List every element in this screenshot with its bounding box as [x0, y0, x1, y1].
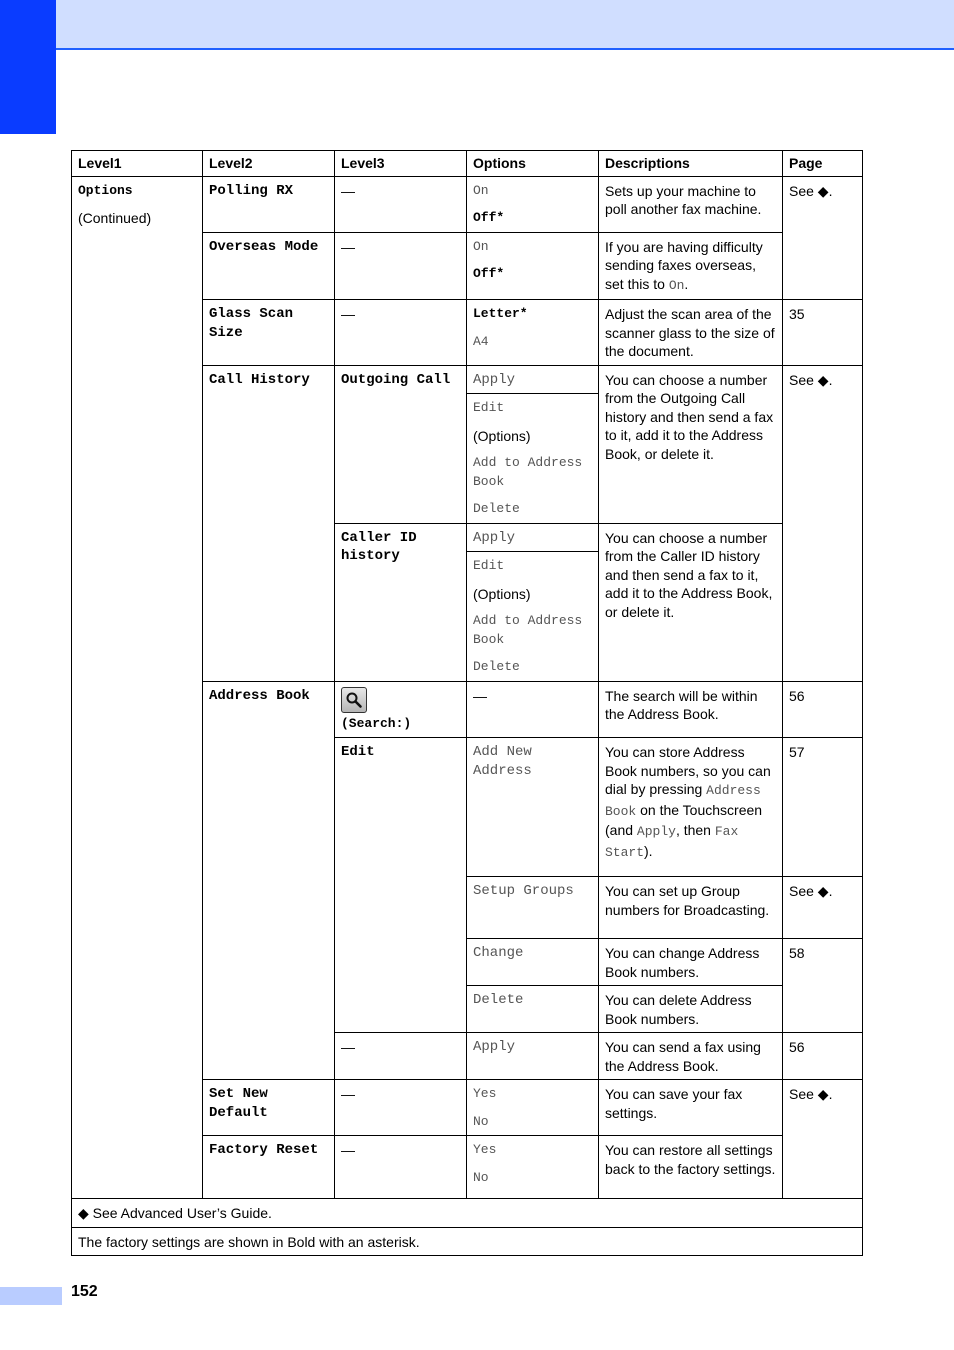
level2-call-history: Call History [203, 365, 335, 681]
option-delete: Delete [473, 659, 520, 674]
col-options: Options [467, 151, 599, 177]
desc-change: You can change Address Book numbers. [599, 939, 783, 986]
page-change: 58 [783, 939, 863, 1033]
search-label: (Search:) [341, 715, 412, 731]
options-set-default [467, 1080, 599, 1136]
option-setup-groups: Setup Groups [467, 877, 599, 939]
level3-outgoing: Outgoing Call [335, 365, 467, 523]
page-glass: 35 [783, 300, 863, 366]
level2-polling: Polling RX [203, 176, 335, 232]
footnote-row [72, 1199, 863, 1228]
level1-label: Options [78, 182, 133, 198]
option-off: Off* [473, 266, 505, 281]
level1-continued: (Continued) [78, 210, 152, 226]
options-label: (Options) [473, 585, 531, 602]
option-delete: Delete [473, 501, 520, 516]
option-edit: Edit [473, 558, 505, 573]
option-letter: Letter* [473, 306, 528, 321]
col-level2: Level2 [203, 151, 335, 177]
desc-code: Fax Start [605, 824, 739, 860]
desc-set-default: You can save your fax settings. [599, 1080, 783, 1136]
desc-glass: Adjust the scan area of the scanner glass to the size of the document. [599, 300, 783, 366]
option-on: On [473, 238, 489, 254]
desc-text: , then [675, 822, 715, 838]
options-outgoing-edit [467, 394, 599, 524]
options-polling [467, 176, 599, 232]
magnifier-icon [345, 691, 363, 709]
option-edit: Edit [473, 400, 505, 415]
page-call-history: See ◆. [783, 365, 863, 681]
option-a4: A4 [473, 333, 489, 349]
desc-text: ). [644, 842, 653, 859]
desc-polling: Sets up your machine to poll another fax machine. [599, 176, 783, 232]
page-add-new: 57 [783, 738, 863, 877]
level3-overseas: — [335, 232, 467, 300]
level3-caller-id: Caller ID history [335, 523, 467, 681]
page-setup-groups: See ◆. [783, 877, 863, 939]
desc-code: On [668, 277, 685, 293]
desc-overseas [599, 232, 783, 300]
search-button[interactable] [341, 687, 367, 713]
level2-overseas: Overseas Mode [203, 232, 335, 300]
option-on: On [473, 182, 489, 198]
level2-address-book: Address Book [203, 681, 335, 1080]
option-add-new-address: Add New Address [467, 738, 599, 877]
level2-set-default: Set New Default [203, 1080, 335, 1136]
desc-factory: You can restore all settings back to the factory settings. [599, 1136, 783, 1199]
table-row [72, 176, 863, 232]
level3-factory: — [335, 1136, 467, 1199]
option-add-to-address-book: Add to Address Book [473, 455, 583, 489]
desc-text: . [684, 275, 689, 292]
footer-band [0, 1287, 62, 1305]
desc-delete: You can delete Address Book numbers. [599, 986, 783, 1033]
footnote-factory: The factory settings are shown in Bold with an asterisk. [72, 1227, 863, 1256]
page-search: 56 [783, 681, 863, 738]
level3-polling: — [335, 176, 467, 232]
option-no: No [473, 1169, 489, 1185]
col-level3: Level3 [335, 151, 467, 177]
footnote-row [72, 1227, 863, 1256]
desc-outgoing: You can choose a number from the Outgoing Call history and then send a fax to it, add it to the Address Book, or delete it. [599, 365, 783, 523]
option-yes: Yes [473, 1086, 497, 1101]
desc-add-new [599, 738, 783, 877]
page-number: 152 [71, 1283, 98, 1300]
option-change: Change [467, 939, 599, 986]
option-yes: Yes [473, 1142, 497, 1157]
options-glass [467, 300, 599, 366]
col-level1: Level1 [72, 151, 203, 177]
header-band [0, 0, 954, 50]
desc-text: You can store Address Book numbers, so you can dial by pressing [605, 744, 771, 797]
level1-cell [72, 176, 203, 1199]
level3-search [335, 681, 467, 738]
desc-caller-id: You can choose a number from the Caller ID history and then send a fax to it, add it to the Address Book, or delete it. [599, 523, 783, 681]
level3-glass: — [335, 300, 467, 366]
level3-set-default: — [335, 1080, 467, 1136]
option-add-to-address-book: Add to Address Book [473, 613, 583, 647]
option-apply: Apply [467, 365, 599, 394]
level2-factory: Factory Reset [203, 1136, 335, 1199]
desc-setup-groups: You can set up Group numbers for Broadcasting. [599, 877, 783, 939]
options-caller-id-edit [467, 552, 599, 682]
page-ab-apply: 56 [783, 1033, 863, 1080]
options-factory [467, 1136, 599, 1199]
col-page: Page [783, 151, 863, 177]
level3-ab-apply: — [335, 1033, 467, 1080]
desc-text: If you are having difficulty sending faxes overseas, set this to [605, 238, 763, 292]
footnote-advanced: ◆ See Advanced User’s Guide. [72, 1199, 863, 1228]
options-label: (Options) [473, 427, 531, 444]
table-header-row [72, 151, 863, 177]
desc-code: Apply [636, 824, 676, 839]
option-ab-apply: Apply [467, 1033, 599, 1080]
col-descriptions: Descriptions [599, 151, 783, 177]
desc-ab-apply: You can send a fax using the Address Book. [599, 1033, 783, 1080]
settings-table [71, 150, 863, 1256]
page-polling: See ◆. [783, 176, 863, 300]
level3-edit: Edit [335, 738, 467, 1033]
desc-search: The search will be within the Address Book. [599, 681, 783, 738]
option-delete: Delete [467, 986, 599, 1033]
options-overseas [467, 232, 599, 300]
desc-text: on the Touchscreen (and [605, 801, 763, 838]
level2-glass: Glass Scan Size [203, 300, 335, 366]
page-set-default: See ◆. [783, 1080, 863, 1199]
desc-code: Address Book [605, 783, 761, 819]
chapter-tab [0, 0, 56, 134]
option-apply: Apply [467, 523, 599, 552]
option-search: — [467, 681, 599, 738]
option-no: No [473, 1113, 489, 1129]
option-off: Off* [473, 210, 505, 225]
